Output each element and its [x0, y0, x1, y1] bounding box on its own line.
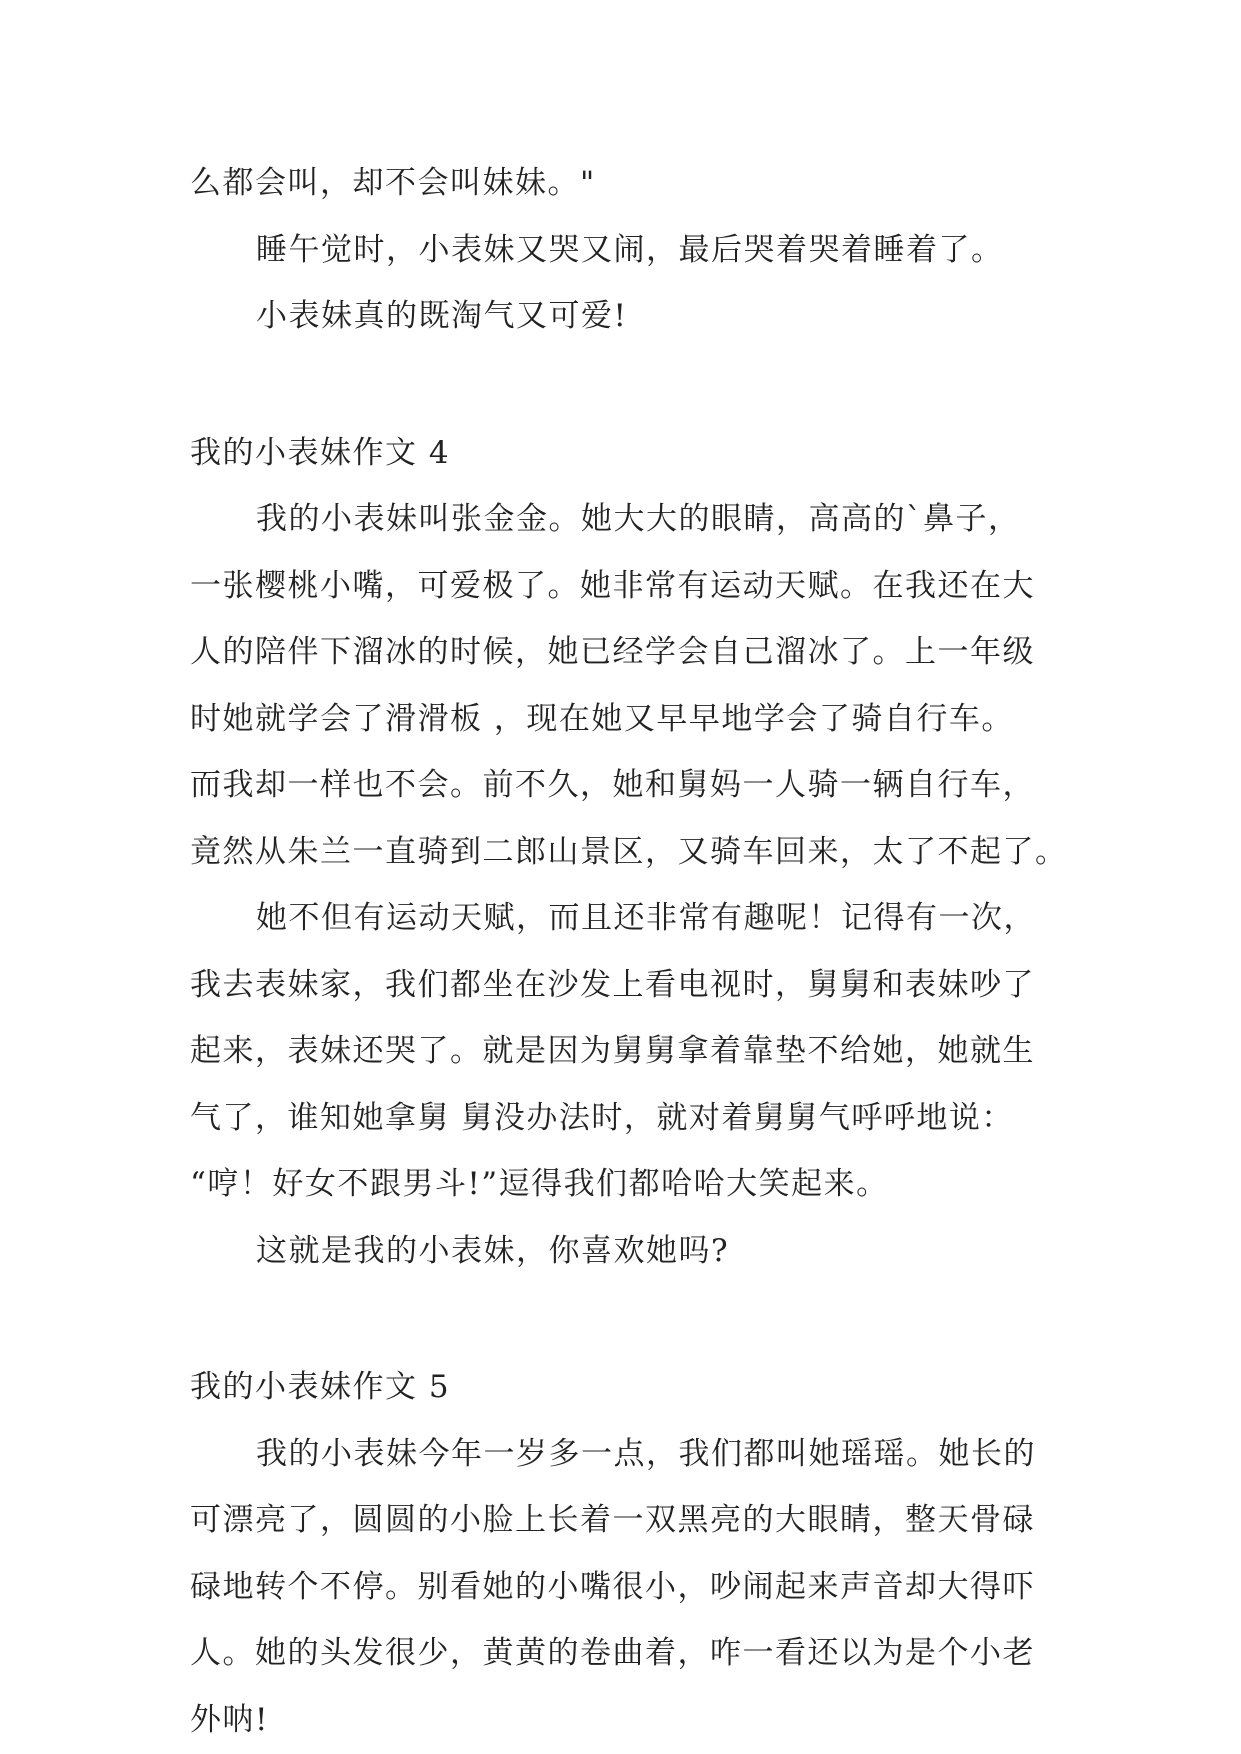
text-line: 而我却一样也不会。前不久，她和舅妈一人骑一辆自行车， [190, 767, 1035, 803]
text-line: 她不但有运动天赋，而且还非常有趣呢！记得有一次， [256, 900, 1036, 936]
text-line: 可漂亮了，圆圆的小脸上长着一双黑亮的大眼睛，整天骨碌 [190, 1502, 1035, 1538]
text-line: 么都会叫，却不会叫妹妹。" [190, 165, 596, 201]
text-line: 这就是我的小表妹，你喜欢她吗? [256, 1232, 730, 1269]
section4-paragraph-3 [190, 1218, 1070, 1285]
text-line: 我的小表妹今年一岁多一点，我们都叫她瑶瑶。她长的 [256, 1435, 1036, 1472]
section-heading-4: 我的小表妹作文 4 [190, 434, 451, 471]
section4-paragraph-1 [190, 486, 1070, 885]
section5-paragraph-1 [190, 1421, 1070, 1754]
section-gap [190, 350, 1070, 420]
text-line: “哼！好女不跟男斗!”逗得我们都哈哈大笑起来。 [190, 1166, 889, 1202]
text-line: 人。她的头发很少，黄黄的卷曲着，咋一看还以为是个小老 [190, 1635, 1035, 1671]
text-line: 气了，谁知她拿舅 舅没办法时，就对着舅舅气呼呼地说： [190, 1099, 1014, 1136]
text-line: 外呐! [190, 1701, 269, 1738]
text-line: 我的小表妹叫张金金。她大大的眼睛，高高的`鼻子， [256, 501, 1021, 537]
section-heading-5: 我的小表妹作文 5 [190, 1369, 451, 1405]
text-line: 碌地转个不停。别看她的小嘴很小，吵闹起来声音却大得吓 [190, 1568, 1035, 1605]
text-line: 我去表妹家，我们都坐在沙发上看电视时，舅舅和表妹吵了 [190, 966, 1035, 1003]
text-line: 睡午觉时，小表妹又哭又闹，最后哭着哭着睡着了。 [256, 231, 1004, 268]
text-line: 竟然从朱兰一直骑到二郎山景区，又骑车回来，太了不起了。 [190, 833, 1068, 870]
section-gap [190, 1284, 1070, 1354]
document-body [190, 150, 1070, 1753]
text-line: 人的陪伴下溜冰的时候，她已经学会自己溜冰了。上一年级 [190, 634, 1035, 670]
text-line: 一张樱桃小嘴，可爱极了。她非常有运动天赋。在我还在大 [190, 567, 1035, 604]
text-line: 小表妹真的既淘气又可爱! [256, 298, 628, 334]
text-line: 时她就学会了滑滑板 ，现在她又早早地学会了骑自行车。 [190, 700, 1014, 737]
text-line: 起来，表妹还哭了。就是因为舅舅拿着靠垫不给她，她就生 [190, 1033, 1035, 1069]
section4-paragraph-2 [190, 885, 1070, 1218]
